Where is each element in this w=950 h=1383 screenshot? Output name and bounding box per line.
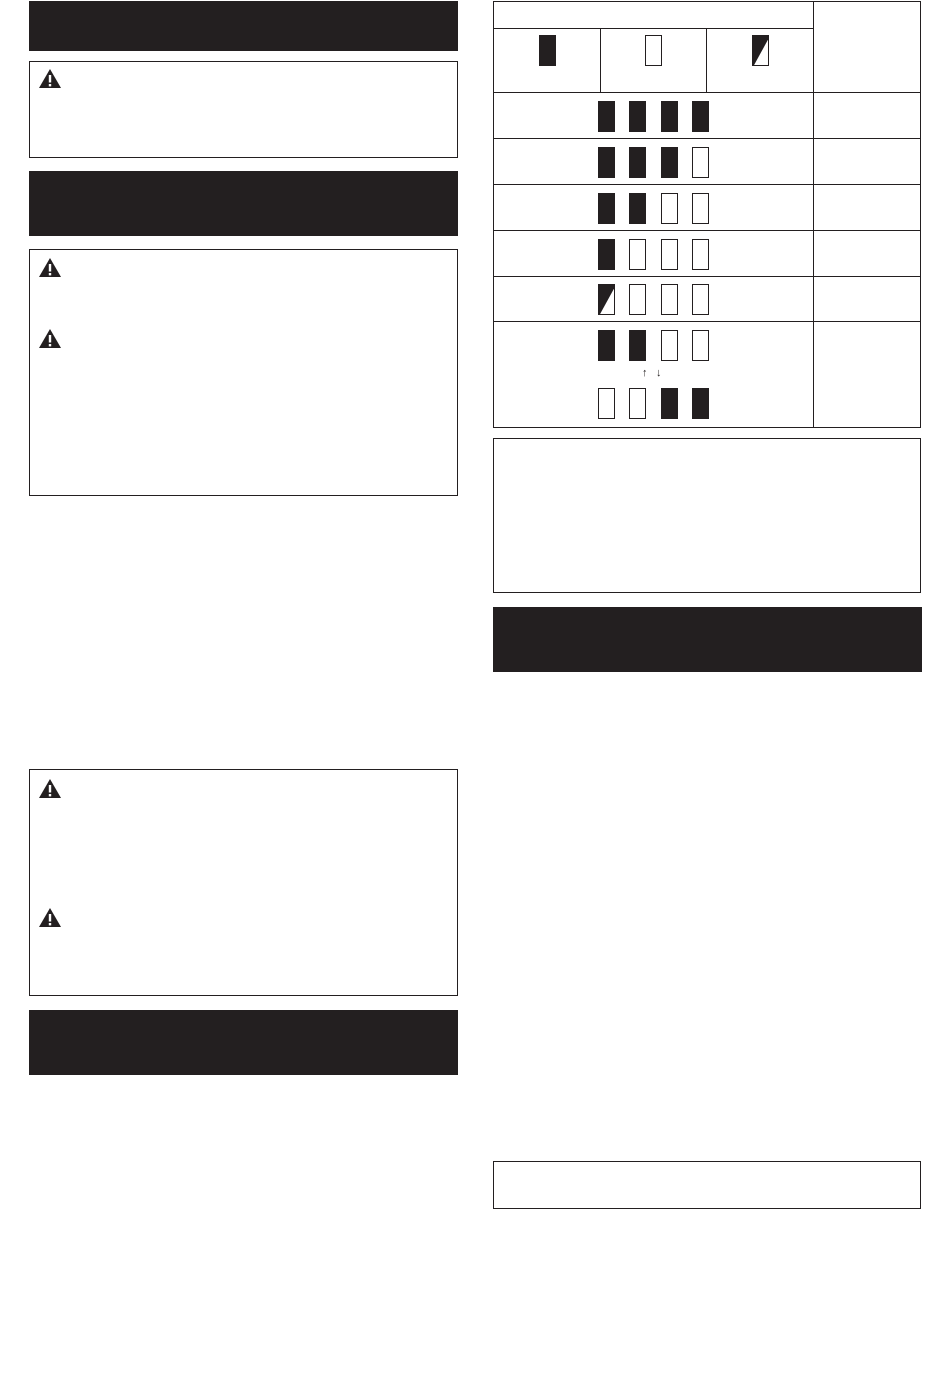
lamp-off-icon — [692, 330, 709, 361]
lamp-off-icon — [629, 284, 646, 315]
warning-triangle-icon — [38, 68, 62, 89]
table-divider — [494, 28, 813, 29]
warning-triangle-icon — [38, 907, 62, 928]
lamp-off-icon — [629, 239, 646, 270]
lamp-off-icon — [692, 239, 709, 270]
lamp-lit-icon — [539, 35, 556, 66]
table-divider — [813, 2, 814, 427]
table-divider — [494, 276, 920, 277]
arrow-up-icon: ↑ — [642, 367, 648, 379]
note-box — [493, 1161, 921, 1209]
lamp-off-icon — [661, 330, 678, 361]
lamp-off-icon — [692, 147, 709, 178]
section-header-bar — [493, 607, 922, 672]
lamp-lit-icon — [598, 330, 615, 361]
section-header-bar — [29, 171, 458, 236]
lamp-off-icon — [661, 193, 678, 224]
lamp-lit-icon — [661, 388, 678, 419]
section-header-bar — [29, 1010, 458, 1075]
lamp-lit-icon — [661, 147, 678, 178]
lamp-off-icon — [645, 35, 662, 66]
warning-triangle-icon — [38, 257, 62, 278]
lamp-lit-icon — [661, 101, 678, 132]
table-divider — [494, 321, 920, 322]
lamp-off-icon — [692, 193, 709, 224]
lamp-blinking-icon — [598, 284, 615, 315]
lamp-lit-icon — [629, 101, 646, 132]
lamp-lit-icon — [692, 101, 709, 132]
lamp-lit-icon — [598, 239, 615, 270]
table-divider — [706, 28, 707, 92]
lamp-off-icon — [629, 388, 646, 419]
table-divider — [494, 184, 920, 185]
lamp-lit-icon — [692, 388, 709, 419]
lamp-lit-icon — [629, 330, 646, 361]
warning-triangle-icon — [38, 778, 62, 799]
lamp-lit-icon — [598, 147, 615, 178]
warning-box — [29, 61, 458, 158]
lamp-off-icon — [661, 284, 678, 315]
lamp-lit-icon — [598, 193, 615, 224]
table-divider — [600, 28, 601, 92]
table-divider — [494, 138, 920, 139]
arrow-down-icon: ↓ — [656, 367, 662, 379]
lamp-off-icon — [598, 388, 615, 419]
section-header-bar — [29, 1, 458, 51]
table-divider — [494, 230, 920, 231]
table-divider — [494, 92, 920, 93]
note-box — [493, 438, 921, 593]
warning-box — [29, 249, 458, 496]
warning-triangle-icon — [38, 328, 62, 349]
lamp-lit-icon — [629, 147, 646, 178]
lamp-off-icon — [661, 239, 678, 270]
warning-box — [29, 769, 458, 996]
lamp-off-icon — [692, 284, 709, 315]
lamp-blinking-icon — [752, 35, 769, 66]
lamp-lit-icon — [629, 193, 646, 224]
lamp-lit-icon — [598, 101, 615, 132]
indicator-lamp-table — [493, 1, 921, 428]
